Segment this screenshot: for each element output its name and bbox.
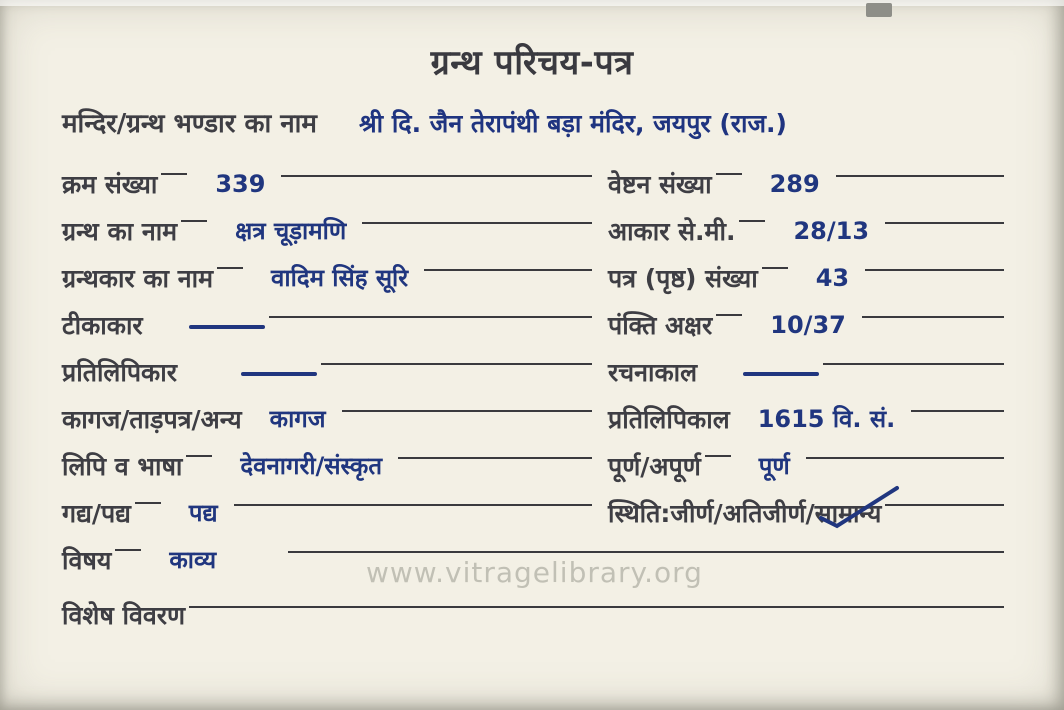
field-label: ग्रन्थकार का नाम (62, 263, 214, 293)
field-value (815, 496, 882, 530)
field-value: क्षत्र चूड़ामणि (235, 217, 347, 245)
field-label: आकार से.मी. (608, 216, 736, 246)
scan-notch-artifact (866, 3, 892, 17)
rule-line (398, 457, 592, 459)
field-row (62, 301, 1008, 348)
field-row (62, 254, 1008, 301)
rule-line (342, 410, 592, 412)
field-label: ग्रन्थ का नाम (62, 216, 178, 246)
rule-line (885, 222, 1004, 224)
field-serial-number (62, 167, 596, 201)
field-label: प्रतिलिपिकार (62, 357, 177, 387)
temple-name-label: मन्दिर/ग्रन्थ भण्डार का नाम (62, 109, 317, 139)
field-value: 10/37 (770, 310, 846, 339)
field-author-name (62, 261, 596, 295)
blank-mark (743, 372, 819, 376)
rule-line (115, 549, 141, 551)
rule-line (288, 551, 1004, 553)
blank-mark (189, 325, 265, 329)
field-row (62, 207, 1008, 254)
field-page-count (608, 261, 1008, 295)
field-commentator (62, 308, 596, 342)
field-label: गद्य/पद्य (62, 498, 131, 528)
field-complete-incomplete (608, 449, 1008, 483)
field-bundle-number (608, 167, 1008, 201)
field-composition-date (608, 355, 1008, 389)
watermark: www.vitragelibrary.org (366, 556, 703, 589)
field-row (62, 489, 1008, 536)
field-label: वेष्टन संख्या (608, 169, 712, 199)
field-label: प्रतिलिपिकाल (608, 404, 730, 434)
rule-line (705, 455, 731, 457)
field-book-name (62, 214, 596, 248)
field-value: 289 (769, 169, 820, 198)
field-row (62, 348, 1008, 395)
rule-line (217, 267, 243, 269)
rule-line (865, 269, 1004, 271)
rule-line (424, 269, 592, 271)
rule-line (269, 316, 592, 318)
field-label: विषय (62, 545, 112, 575)
field-label: लिपि व भाषा (62, 451, 183, 481)
field-row (62, 442, 1008, 489)
field-size-cm (608, 214, 1008, 248)
field-label: क्रम संख्या (62, 169, 158, 199)
field-special-details (62, 591, 1008, 638)
field-value: काव्य (169, 546, 217, 574)
rule-line (836, 175, 1004, 177)
rule-line (135, 502, 161, 504)
temple-name-row (0, 84, 1064, 140)
field-label: स्थिति:जीर्ण/अतिजीर्ण/ (608, 498, 815, 528)
field-copyist (62, 355, 596, 389)
rule-line (806, 457, 1004, 459)
rule-line (911, 410, 1004, 412)
field-lines-letters (608, 308, 1008, 342)
rule-line (321, 363, 592, 365)
temple-name-value: श्री दि. जैन तेरापंथी बड़ा मंदिर, जयपुर (राज.) (358, 109, 787, 138)
field-label: पत्र (पृष्ठ) संख्या (608, 263, 758, 293)
field-prose-verse (62, 496, 596, 530)
rule-line (823, 363, 1004, 365)
field-row (62, 395, 1008, 442)
field-value: 339 (215, 169, 266, 198)
rule-line (181, 220, 207, 222)
field-script-language (62, 449, 596, 483)
field-value: पद्य (188, 499, 218, 527)
field-label: टीकाकार (62, 310, 143, 340)
rule-line (186, 455, 212, 457)
rule-line (862, 316, 1004, 318)
rule-line (362, 222, 592, 224)
page-title: ग्रन्थ परिचय-पत्र (430, 43, 634, 83)
field-value: देवनागरी/संस्कृत (240, 452, 382, 480)
field-label: रचनाकाल (608, 357, 698, 387)
field-value: पूर्ण (758, 452, 790, 480)
field-material (62, 402, 596, 436)
scan-edge-artifact (0, 0, 1064, 6)
condition-option-normal: सामान्य (814, 498, 882, 528)
field-condition (608, 496, 1008, 530)
rule-line (161, 173, 187, 175)
field-row (62, 160, 1008, 207)
field-label: पूर्ण/अपूर्ण (608, 451, 701, 481)
field-copy-date (608, 402, 1008, 436)
field-label: कागज/ताड़पत्र/अन्य (62, 404, 242, 434)
rule-line (281, 175, 592, 177)
rule-line (189, 606, 1004, 608)
field-label: पंक्ति अक्षर (608, 310, 713, 340)
rule-line (762, 267, 788, 269)
rule-line (716, 314, 742, 316)
rule-line (234, 504, 592, 506)
rule-line (739, 220, 765, 222)
field-value: 43 (815, 263, 850, 292)
blank-mark (241, 372, 317, 376)
field-value: वादिम सिंह सूरि (271, 264, 409, 292)
field-label: विशेष विवरण (62, 600, 186, 630)
rule-line (716, 173, 742, 175)
rule-line (885, 504, 1004, 506)
field-value: कागज (269, 405, 326, 433)
field-value: 28/13 (793, 216, 870, 245)
field-value: 1615 वि. सं. (757, 405, 896, 433)
